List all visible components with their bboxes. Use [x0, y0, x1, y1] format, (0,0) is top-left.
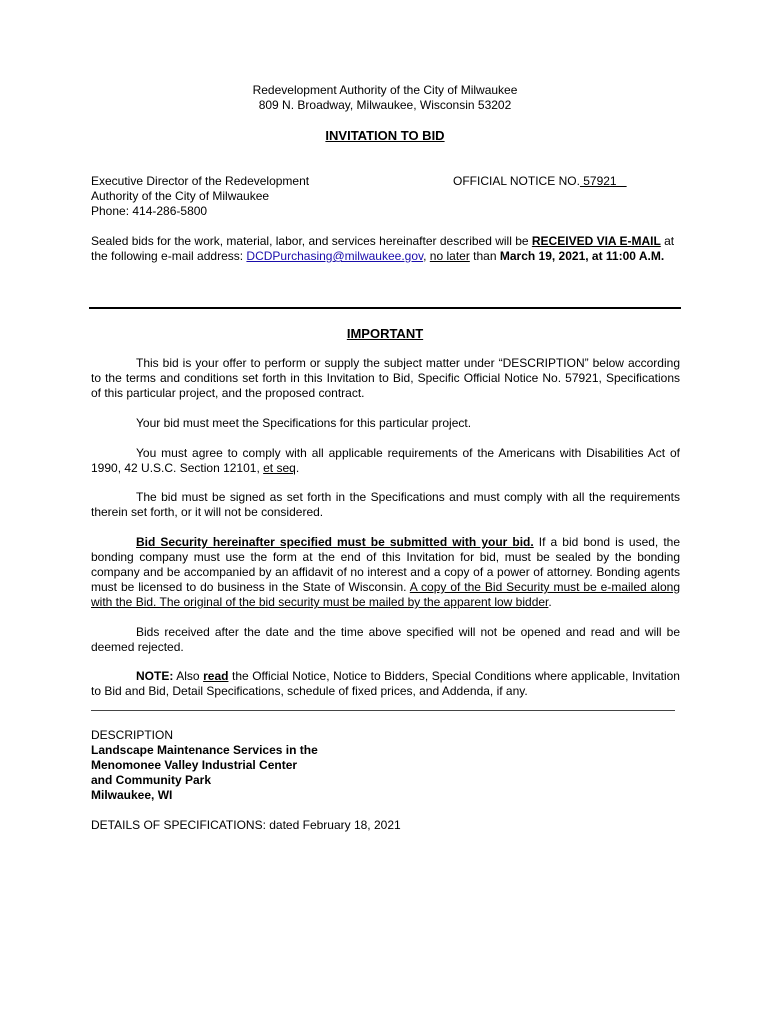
contact-line-2: Authority of the City of Milwaukee — [91, 189, 270, 203]
important-heading: IMPORTANT — [346, 326, 424, 341]
signature-paragraph: The bid must be signed as set forth in the Specifications and must comply with all the requirements therein set forth, or it will not be considered. — [91, 490, 680, 519]
sealed-text: Sealed bids for the work, material, labor, and services hereinafter described will be — [91, 234, 532, 248]
description-line-2: Menomonee Valley Industrial Center — [91, 758, 298, 772]
notice-number: 57921 — [579, 174, 627, 188]
bid-security-paragraph — [91, 535, 680, 610]
page-title: INVITATION TO BID — [325, 128, 445, 143]
contact-line-1: Executive Director of the Redevelopment — [91, 174, 310, 188]
bid-security-heading: Bid Security hereinafter specified must be submitted with your bid. — [136, 535, 534, 549]
sealed-text: , — [423, 249, 430, 263]
no-later-text: no later — [429, 249, 470, 263]
contact-phone: Phone: 414-286-5800 — [91, 204, 208, 218]
late-bids-paragraph: Bids received after the date and the time above specified will not be opened and read and will be deemed rejected. — [91, 625, 680, 654]
official-notice — [453, 174, 627, 189]
note-text: Also — [173, 669, 204, 683]
sealed-bids-paragraph — [91, 234, 680, 264]
bid-security-email-note: A copy of the Bid Security must be e-mailed along with the Bid. The original of the bid security must be mailed by the apparent low bidder — [91, 580, 680, 609]
description-line-4: Milwaukee, WI — [91, 788, 173, 802]
note-label: NOTE: — [136, 669, 174, 683]
notice-label: OFFICIAL NOTICE NO. — [453, 174, 580, 188]
description-line-3: and Community Park — [91, 773, 212, 787]
bid-security-text: If a bid bond is used, the bonding company must use the form at the end of this Invitation for bid, must be sealed by the bonding company and be accompanied by an affidavit of no interest and a copy of a power of attorney. Bonding agents must be licensed to do business in the State of Wisconsin. — [91, 535, 681, 594]
org-address: 809 N. Broadway, Milwaukee, Wisconsin 53202 — [258, 98, 512, 112]
thin-divider — [91, 710, 675, 711]
note-text: the Official Notice, Notice to Bidders, Special Conditions where applicable, Invitation to Bid and Bid, Detail Specifications, schedule of fixed prices, and Addenda, if any. — [91, 669, 680, 698]
et-seq-text: et seq — [263, 461, 296, 475]
bid-security-text: . — [548, 595, 552, 609]
received-via-email: RECEIVED VIA E-MAIL — [531, 234, 661, 248]
email-link[interactable]: DCDPurchasing@milwaukee.gov — [246, 249, 424, 263]
important-paragraph-1: This bid is your offer to perform or supply the subject matter under “DESCRIPTION” below according to the terms and conditions set forth in this Invitation to Bid, Specific Official Notice No. 57921, Specifications of this particular project, and the proposed contract. — [91, 356, 680, 400]
ada-text: You must agree to comply with all applicable requirements of the Americans with Disabilities Act of 1990, 42 U.S.C. Section 12101, — [91, 446, 680, 475]
ada-paragraph — [91, 446, 680, 476]
important-paragraph-2: Your bid must meet the Specifications for this particular project. — [136, 416, 472, 430]
sealed-text: than — [469, 249, 500, 263]
note-paragraph — [91, 669, 680, 699]
description-line-1: Landscape Maintenance Services in the — [91, 743, 318, 757]
specifications-date: DETAILS OF SPECIFICATIONS: dated February 18, 2021 — [91, 818, 401, 832]
section-divider — [89, 307, 681, 309]
read-text: read — [203, 669, 229, 683]
sealed-text: at the following e-mail address: — [91, 234, 675, 263]
deadline-text: March 19, 2021, at 11:00 A.M. — [499, 249, 665, 263]
org-name: Redevelopment Authority of the City of Milwaukee — [252, 83, 518, 97]
description-label: DESCRIPTION — [91, 728, 174, 742]
ada-text: . — [295, 461, 300, 475]
